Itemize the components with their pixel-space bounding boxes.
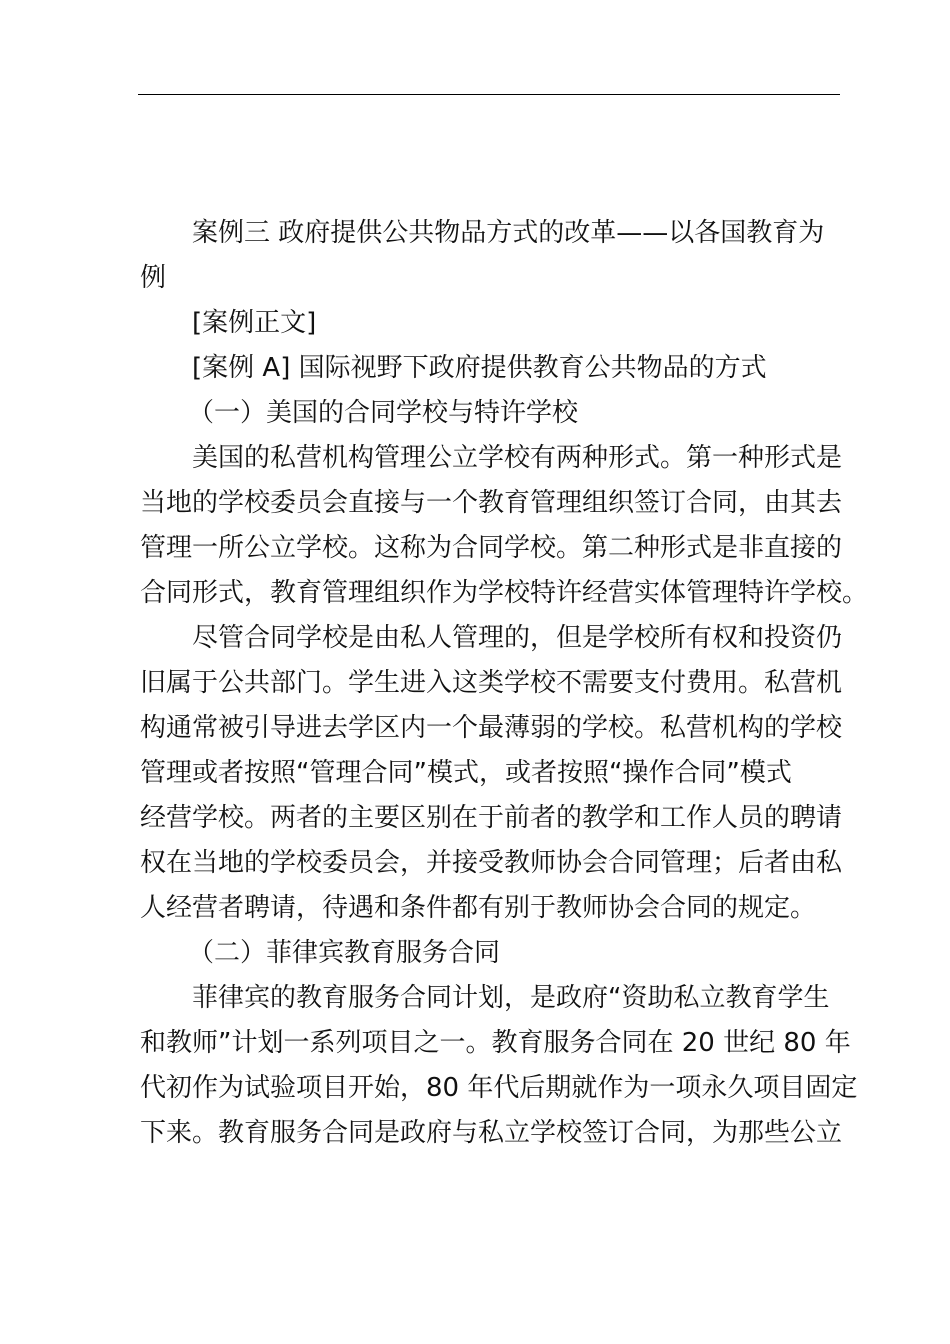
paragraph-1-line-2: 当地的学校委员会直接与一个教育管理组织签订合同，由其去 (140, 488, 843, 518)
paragraph-2-line-7: 人经营者聘请，待遇和条件都有别于教师协会合同的规定。 (140, 893, 817, 923)
section-1-heading: （一）美国的合同学校与特许学校 (188, 398, 579, 428)
paragraph-3-line-3: 代初作为试验项目开始，80 年代后期就作为一项永久项目固定 (140, 1073, 858, 1103)
case-text-heading: [案例正文] (192, 308, 317, 338)
paragraph-1-line-4: 合同形式，教育管理组织作为学校特许经营实体管理特许学校。 (140, 578, 869, 608)
paragraph-3-line-4: 下来。教育服务合同是政府与私立学校签订合同，为那些公立 (140, 1118, 843, 1148)
case-title-line-2: 例 (140, 263, 167, 293)
paragraph-2-line-4: 管理或者按照“管理合同”模式，或者按照“操作合同”模式 (140, 758, 792, 788)
paragraph-2-line-6: 权在当地的学校委员会，并接受教师协会合同管理；后者由私 (140, 848, 843, 878)
paragraph-1-line-1: 美国的私营机构管理公立学校有两种形式。第一种形式是 (192, 443, 843, 473)
paragraph-2-line-1: 尽管合同学校是由私人管理的，但是学校所有权和投资仍 (192, 623, 843, 653)
case-title-line-1: 案例三 政府提供公共物品方式的改革——以各国教育为 (192, 218, 825, 248)
header-rule (138, 94, 840, 95)
paragraph-1-line-3: 管理一所公立学校。这称为合同学校。第二种形式是非直接的 (140, 533, 843, 563)
paragraph-2-line-2: 旧属于公共部门。学生进入这类学校不需要支付费用。私营机 (140, 668, 843, 698)
document-body (140, 211, 869, 1156)
paragraph-2-line-5: 经营学校。两者的主要区别在于前者的教学和工作人员的聘请 (140, 803, 843, 833)
paragraph-2-line-3: 构通常被引导进去学区内一个最薄弱的学校。私营机构的学校 (140, 713, 843, 743)
paragraph-3-line-1: 菲律宾的教育服务合同计划，是政府“资助私立教育学生 (192, 983, 830, 1013)
paragraph-3-line-2: 和教师”计划一系列项目之一。教育服务合同在 20 世纪 80 年 (140, 1028, 851, 1058)
case-a-heading: [案例 A] 国际视野下政府提供教育公共物品的方式 (192, 353, 767, 383)
section-2-heading: （二）菲律宾教育服务合同 (188, 938, 501, 968)
